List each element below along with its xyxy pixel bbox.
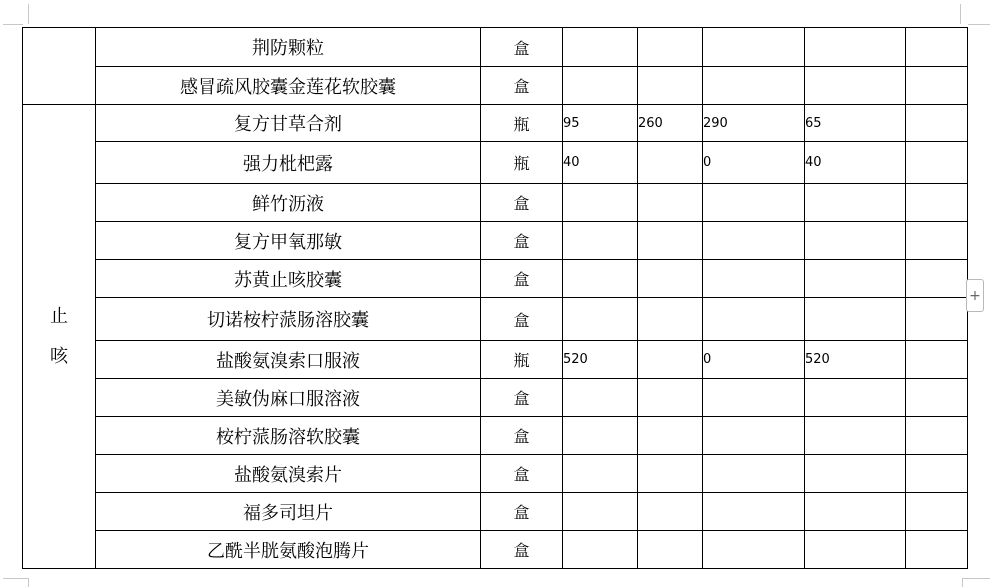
value-cell-5[interactable] [906, 379, 968, 417]
value-cell-4[interactable]: 520 [805, 341, 906, 379]
value-cell-2[interactable] [638, 417, 703, 455]
value-cell-1[interactable]: 520 [563, 341, 638, 379]
medicine-name-cell[interactable]: 感冒疏风胶囊金莲花软胶囊 [96, 67, 481, 105]
category-char: 止 [50, 305, 68, 327]
category-char: 咳 [50, 345, 68, 367]
value-cell-1[interactable]: 95 [563, 105, 638, 142]
value-cell-2[interactable] [638, 493, 703, 531]
value-cell-4[interactable] [805, 493, 906, 531]
value-cell-5[interactable] [906, 222, 968, 260]
table-row [23, 455, 968, 493]
table-row [23, 28, 968, 67]
unit-cell[interactable]: 盒 [481, 531, 563, 569]
crop-mark-bottom-left-h [3, 578, 29, 579]
unit-cell[interactable]: 盒 [481, 417, 563, 455]
value-cell-3[interactable] [703, 260, 805, 298]
value-cell-2[interactable]: 260 [638, 105, 703, 142]
value-cell-2[interactable] [638, 341, 703, 379]
table-row [23, 341, 968, 379]
value-cell-2[interactable] [638, 260, 703, 298]
value-cell-3[interactable]: 0 [703, 142, 805, 184]
value-cell-3[interactable] [703, 417, 805, 455]
medicine-name-cell[interactable]: 强力枇杷露 [96, 142, 481, 184]
medicine-name-cell[interactable]: 美敏伪麻口服溶液 [96, 379, 481, 417]
value-cell-1[interactable] [563, 260, 638, 298]
value-cell-4[interactable] [805, 67, 906, 105]
medicine-inventory-table [22, 27, 968, 569]
value-cell-5[interactable] [906, 298, 968, 341]
value-cell-1[interactable] [563, 298, 638, 341]
value-cell-1[interactable] [563, 493, 638, 531]
value-cell-5[interactable] [906, 417, 968, 455]
value-cell-3[interactable]: 290 [703, 105, 805, 142]
category-cell [23, 105, 96, 569]
value-cell-2[interactable] [638, 531, 703, 569]
value-cell-1[interactable] [563, 455, 638, 493]
value-cell-3[interactable] [703, 531, 805, 569]
table-row [23, 531, 968, 569]
add-row-handle[interactable]: + [966, 279, 984, 312]
value-cell-4[interactable] [805, 260, 906, 298]
medicine-name-cell[interactable]: 复方甲氧那敏 [96, 222, 481, 260]
crop-mark-top-left-v [28, 4, 29, 24]
value-cell-1[interactable] [563, 379, 638, 417]
value-cell-2[interactable] [638, 28, 703, 67]
crop-mark-bottom-right-h [962, 578, 990, 579]
value-cell-5[interactable] [906, 67, 968, 105]
value-cell-2[interactable] [638, 379, 703, 417]
medicine-name-cell[interactable]: 盐酸氨溴索口服液 [96, 341, 481, 379]
value-cell-5[interactable] [906, 142, 968, 184]
crop-mark-top-right-v [960, 4, 961, 24]
value-cell-5[interactable] [906, 28, 968, 67]
value-cell-3[interactable] [703, 28, 805, 67]
unit-cell[interactable]: 盒 [481, 455, 563, 493]
unit-cell[interactable]: 瓶 [481, 341, 563, 379]
table-row [23, 379, 968, 417]
value-cell-5[interactable] [906, 341, 968, 379]
unit-cell[interactable]: 瓶 [481, 105, 563, 142]
medicine-name-cell[interactable]: 复方甘草合剂 [96, 105, 481, 142]
crop-mark-top-left-h [3, 24, 23, 25]
unit-cell[interactable]: 盒 [481, 28, 563, 67]
value-cell-5[interactable] [906, 531, 968, 569]
value-cell-2[interactable] [638, 142, 703, 184]
value-cell-2[interactable] [638, 67, 703, 105]
value-cell-5[interactable] [906, 455, 968, 493]
value-cell-1[interactable] [563, 67, 638, 105]
medicine-name-cell[interactable]: 乙酰半胱氨酸泡腾片 [96, 531, 481, 569]
table-row [23, 184, 968, 222]
value-cell-1[interactable]: 40 [563, 142, 638, 184]
value-cell-1[interactable] [563, 417, 638, 455]
value-cell-3[interactable] [703, 379, 805, 417]
value-cell-5[interactable] [906, 493, 968, 531]
table-row [23, 260, 968, 298]
value-cell-2[interactable] [638, 455, 703, 493]
medicine-name-cell[interactable]: 鲜竹沥液 [96, 184, 481, 222]
unit-cell[interactable]: 盒 [481, 184, 563, 222]
medicine-name-cell[interactable]: 福多司坦片 [96, 493, 481, 531]
value-cell-2[interactable] [638, 222, 703, 260]
value-cell-1[interactable] [563, 222, 638, 260]
table-row [23, 298, 968, 341]
table-row [23, 67, 968, 105]
table-row [23, 493, 968, 531]
medicine-name-cell[interactable]: 桉柠蒎肠溶软胶囊 [96, 417, 481, 455]
value-cell-5[interactable] [906, 260, 968, 298]
value-cell-4[interactable] [805, 379, 906, 417]
crop-mark-bottom-right-v [962, 578, 963, 587]
unit-cell[interactable]: 盒 [481, 379, 563, 417]
value-cell-4[interactable] [805, 531, 906, 569]
value-cell-4[interactable] [805, 455, 906, 493]
value-cell-1[interactable] [563, 28, 638, 67]
unit-cell[interactable]: 盒 [481, 493, 563, 531]
value-cell-4[interactable] [805, 298, 906, 341]
medicine-name-cell[interactable]: 盐酸氨溴索片 [96, 455, 481, 493]
medicine-name-cell[interactable]: 苏黄止咳胶囊 [96, 260, 481, 298]
crop-mark-top-right-h [968, 24, 990, 25]
value-cell-4[interactable] [805, 28, 906, 67]
unit-cell[interactable]: 盒 [481, 67, 563, 105]
value-cell-4[interactable] [805, 417, 906, 455]
category-cell [23, 28, 96, 105]
value-cell-5[interactable] [906, 184, 968, 222]
value-cell-4[interactable]: 65 [805, 105, 906, 142]
value-cell-3[interactable] [703, 67, 805, 105]
value-cell-4[interactable] [805, 184, 906, 222]
table-row [23, 142, 968, 184]
unit-cell[interactable]: 盒 [481, 260, 563, 298]
value-cell-4[interactable] [805, 222, 906, 260]
value-cell-3[interactable] [703, 493, 805, 531]
value-cell-3[interactable] [703, 184, 805, 222]
table-row [23, 105, 968, 142]
value-cell-3[interactable] [703, 298, 805, 341]
value-cell-3[interactable] [703, 455, 805, 493]
value-cell-4[interactable]: 40 [805, 142, 906, 184]
value-cell-2[interactable] [638, 184, 703, 222]
unit-cell[interactable]: 盒 [481, 298, 563, 341]
value-cell-3[interactable]: 0 [703, 341, 805, 379]
value-cell-1[interactable] [563, 531, 638, 569]
unit-cell[interactable]: 盒 [481, 222, 563, 260]
medicine-name-cell[interactable]: 荆防颗粒 [96, 28, 481, 67]
value-cell-2[interactable] [638, 298, 703, 341]
medicine-name-cell[interactable]: 切诺桉柠蒎肠溶胶囊 [96, 298, 481, 341]
value-cell-1[interactable] [563, 184, 638, 222]
table-row [23, 222, 968, 260]
value-cell-3[interactable] [703, 222, 805, 260]
crop-mark-bottom-left-v [28, 578, 29, 587]
unit-cell[interactable]: 瓶 [481, 142, 563, 184]
value-cell-5[interactable] [906, 105, 968, 142]
table-row [23, 417, 968, 455]
